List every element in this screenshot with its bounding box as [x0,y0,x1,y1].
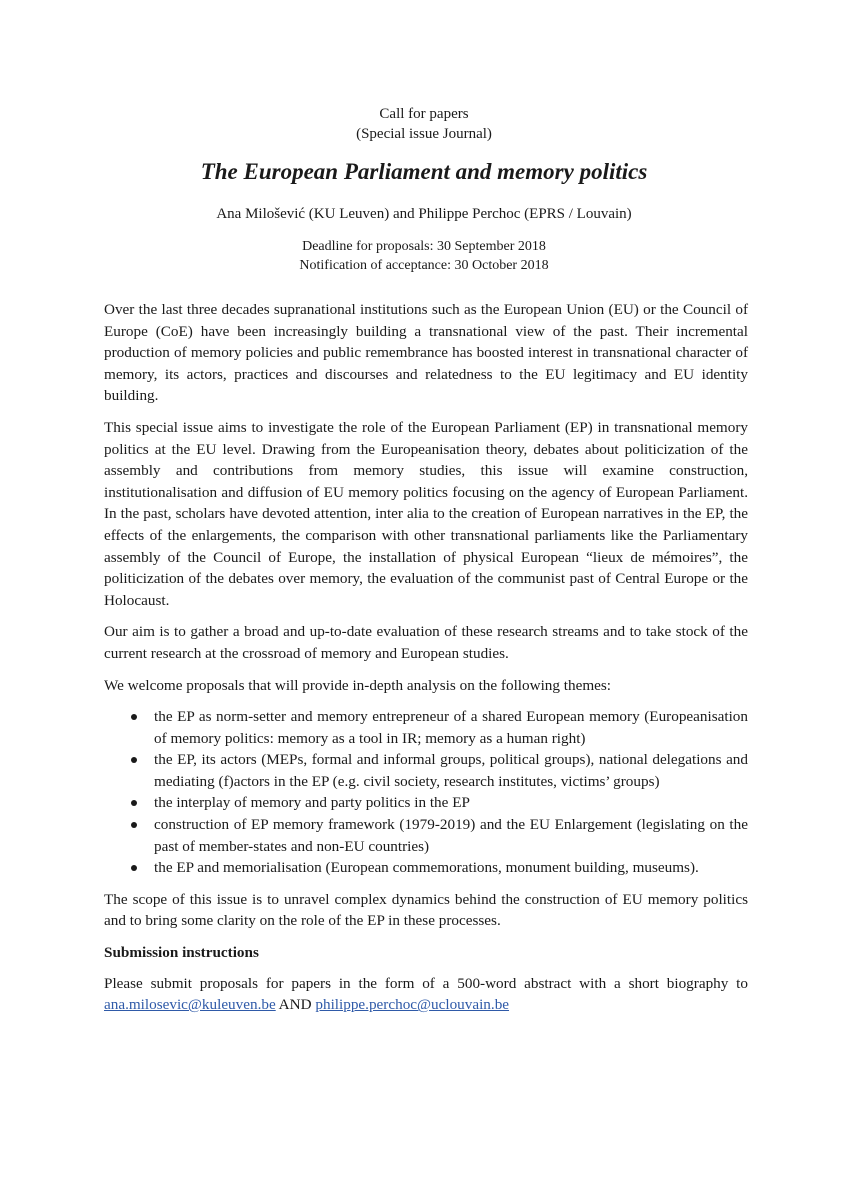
theme-text: the interplay of memory and party politics in the EP [154,794,470,812]
list-item [104,792,748,814]
list-item [104,857,748,879]
document-body [104,299,748,1026]
themes-intro: We welcome proposals that will provide in-depth analysis on the following themes: [104,676,612,694]
document-title: The European Parliament and memory politics [200,159,648,184]
submission-connector: AND [275,996,316,1014]
list-item [104,706,748,749]
scope-paragraph: The scope of this issue is to unravel complex dynamics behind the construction of EU memory politics and to bring some clarity on the role of the EP in these processes. [104,890,748,930]
email-link-perchoc[interactable]: philippe.perchoc@uclouvain.be [315,996,510,1014]
intro-paragraph: Over the last three decades supranational institutions such as the European Union (EU) or the Council of Europe (CoE) have been increasingly building a transnational view of the past. Their incremental production of memory policies and public remembrance has boosted interest in transnational character of memory, its actors, practices and discourses and relatedness to the EU legitimacy and EU identity building. [104,301,748,405]
theme-text: the EP and memorialisation (European commemorations, monument building, museums). [154,859,699,877]
submission-heading: Submission instructions [104,944,259,962]
email-link-milosevic[interactable]: ana.milosevic@kuleuven.be [104,996,276,1014]
issue-label: (Special issue Journal) [356,126,492,142]
notification-deadline: Notification of acceptance: 30 October 2018 [299,258,549,273]
bullet-icon [131,757,137,763]
call-label: Call for papers [379,106,469,122]
goal-paragraph: Our aim is to gather a broad and up-to-date evaluation of these research streams and to take stock of the current research at the crossroad of memory and European studies. [104,623,748,662]
theme-text: the EP as norm-setter and memory entrepreneur of a shared European memory (Europeanisation of memory politics: memory as a tool in IR; memory as a human right) [154,708,748,747]
bullet-icon [131,822,137,828]
themes-list [104,706,748,879]
authors-line: Ana Milošević (KU Leuven) and Philippe Perchoc (EPRS / Louvain) [216,206,632,222]
list-item [104,814,748,857]
submission-text: Please submit proposals for papers in the form of a 500-word abstract with a short biography to [104,974,748,992]
bullet-icon [131,865,137,871]
theme-text: the EP, its actors (MEPs, formal and informal groups, political groups), national delegations and mediating (f)actors in the EP (e.g. civil society, research institutes, victims’ groups) [154,751,748,790]
bullet-icon [131,714,137,720]
bullet-icon [131,800,137,806]
aims-paragraph: This special issue aims to investigate the role of the European Parliament (EP) in transnational memory politics at the EU level. Drawing from the Europeanisation theory, debates about politicization of the assembly and contributions from memory studies, this issue will examine construction, institutionalisation and diffusion of EU memory politics focusing on the agency of European Parliament. In the past, scholars have devoted attention, inter alia to the creation of European narratives in the EP, the effects of the enlargements, the comparison with other transnational parliaments like the Parliamentary assembly of the Council of Europe, the installation of physical European “lieux de mémoires”, the politicization of the debates over memory, the evaluation of the communist past of Central Europe or the Holocaust. [104,418,748,609]
submission-paragraph [104,973,748,1016]
list-item [104,749,748,792]
proposal-deadline: Deadline for proposals: 30 September 2018 [302,239,546,254]
call-header [0,104,848,144]
deadlines-block [0,237,848,275]
theme-text: construction of EP memory framework (1979-2019) and the EU Enlargement (legislating on the past of member-states and non-EU countries) [154,816,748,855]
